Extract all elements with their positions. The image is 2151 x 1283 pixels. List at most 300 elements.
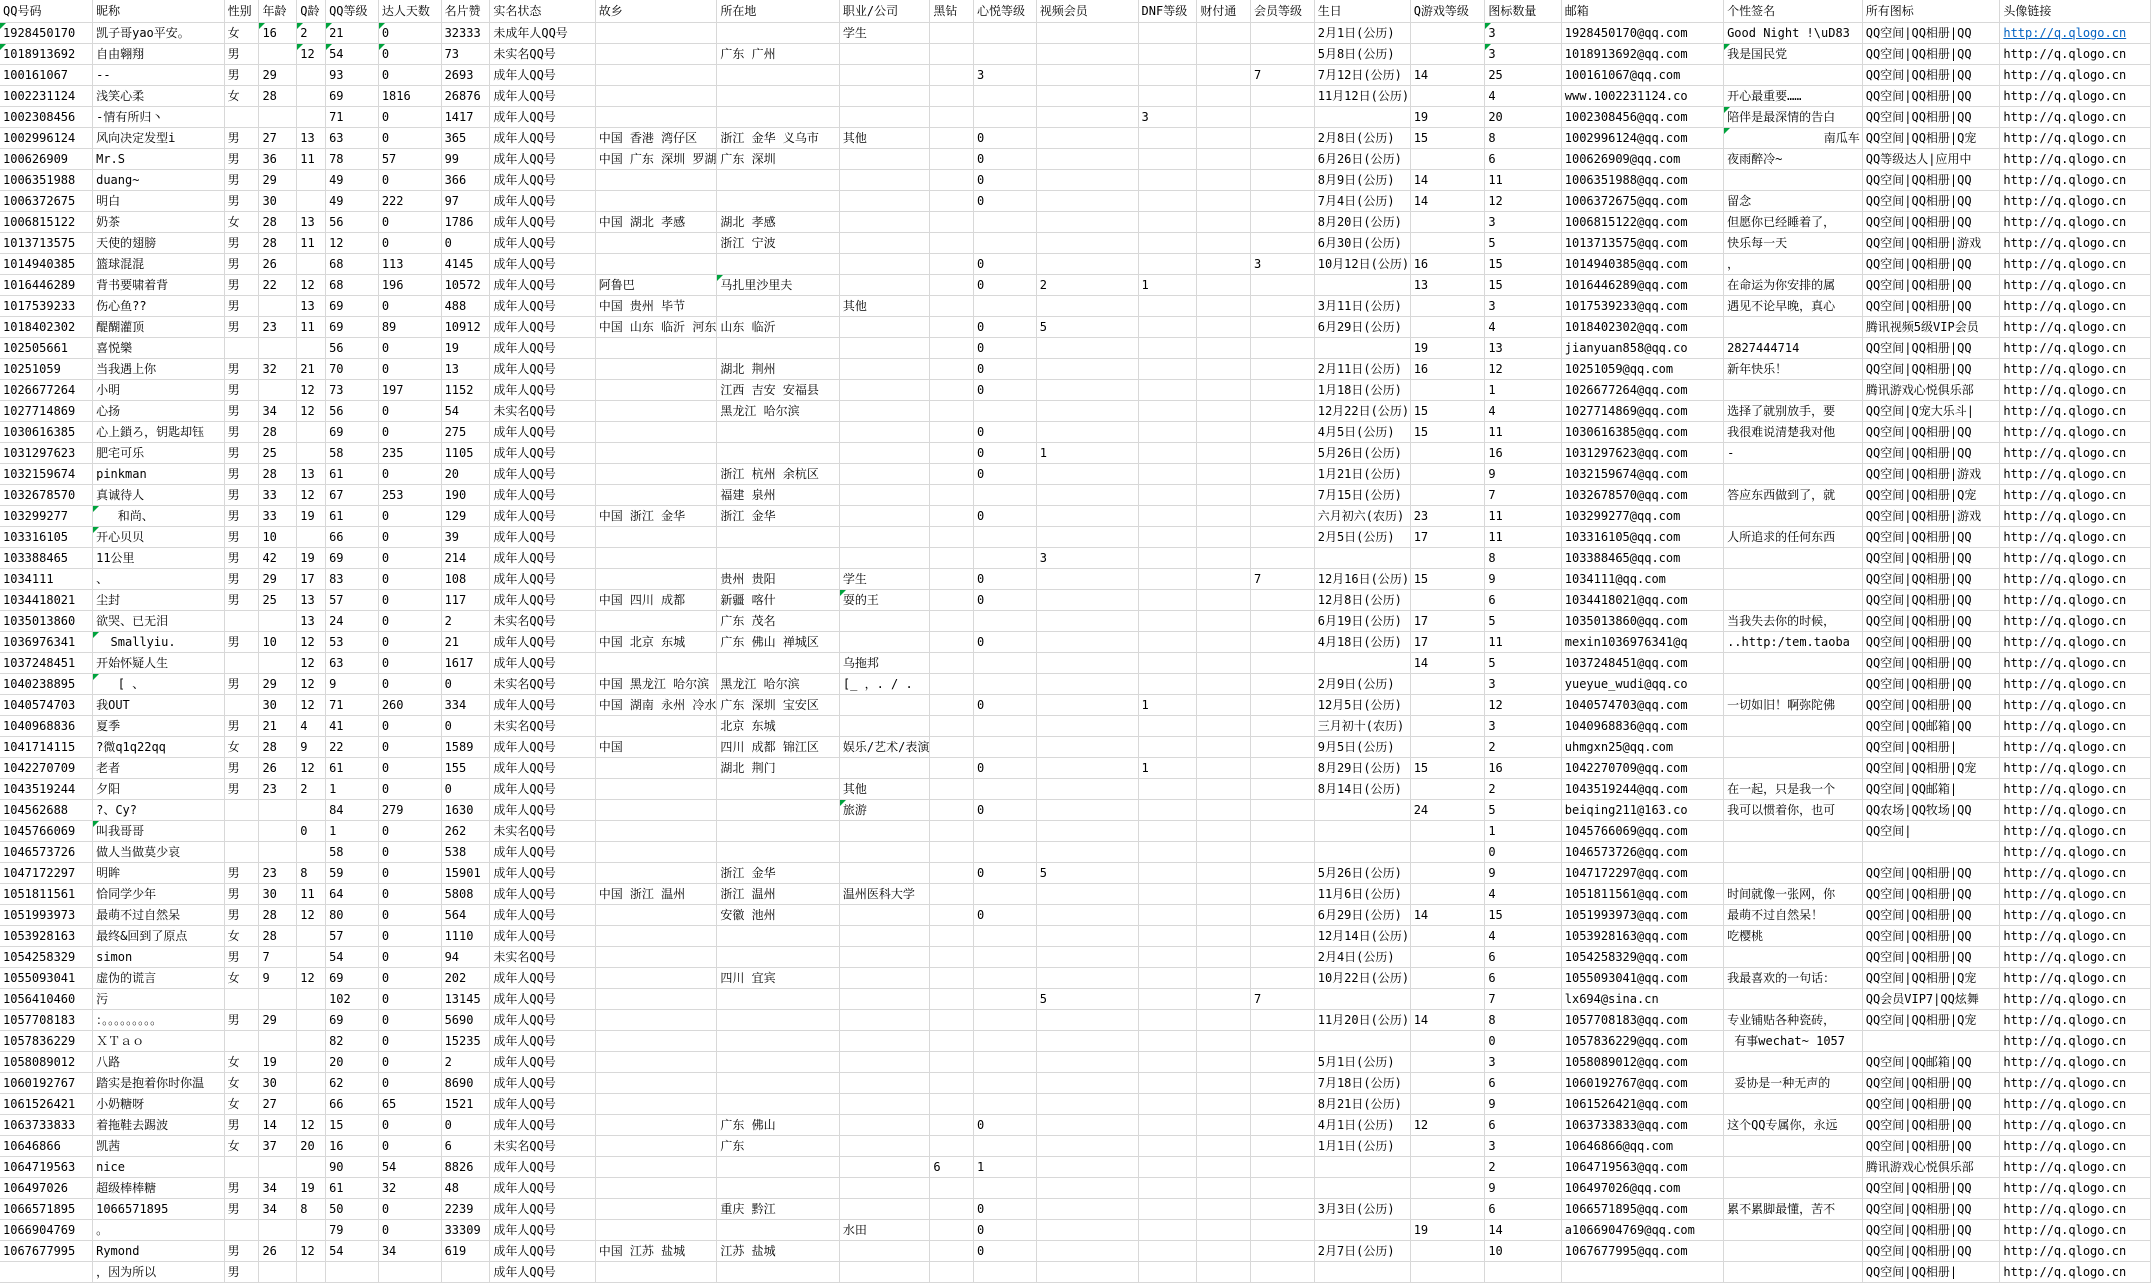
cell-location[interactable]: 新疆 喀什 bbox=[717, 590, 840, 611]
cell-location[interactable]: 安徽 池州 bbox=[717, 905, 840, 926]
cell-heizuan[interactable] bbox=[930, 86, 974, 107]
cell-nick[interactable]: ?、Cy? bbox=[93, 800, 225, 821]
cell-signature[interactable]: 我最喜欢的一句话： bbox=[1724, 968, 1863, 989]
cell-age[interactable]: 34 bbox=[259, 401, 297, 422]
cell-xinyue[interactable]: 0 bbox=[973, 275, 1036, 296]
cell-vip[interactable] bbox=[1251, 1136, 1315, 1157]
cell-caifutong[interactable] bbox=[1197, 884, 1251, 905]
cell-icons_count[interactable]: 9 bbox=[1485, 569, 1561, 590]
cell-qlevel[interactable]: 102 bbox=[326, 989, 379, 1010]
cell-job[interactable] bbox=[839, 842, 929, 863]
cell-likes[interactable]: 0 bbox=[441, 1115, 490, 1136]
cell-birthday[interactable]: 4月1日(公历) bbox=[1314, 1115, 1410, 1136]
cell-dnf[interactable] bbox=[1138, 653, 1197, 674]
cell-job[interactable] bbox=[839, 212, 929, 233]
cell-icons_count[interactable]: 1 bbox=[1485, 821, 1561, 842]
avatar-link[interactable]: http://q.qlogo.cn bbox=[2003, 425, 2127, 439]
cell-signature[interactable]: 但愿你已经睡着了， bbox=[1724, 212, 1863, 233]
cell-avatar[interactable] bbox=[2000, 842, 2151, 863]
cell-icons_count[interactable]: 4 bbox=[1485, 317, 1561, 338]
cell-avatar[interactable] bbox=[2000, 254, 2151, 275]
cell-age[interactable]: 28 bbox=[259, 233, 297, 254]
cell-caifutong[interactable] bbox=[1197, 485, 1251, 506]
cell-icons_count[interactable]: 25 bbox=[1485, 65, 1561, 86]
cell-dnf[interactable] bbox=[1138, 716, 1197, 737]
cell-hometown[interactable] bbox=[595, 401, 717, 422]
cell-age[interactable]: 29 bbox=[259, 65, 297, 86]
cell-qage[interactable] bbox=[297, 1094, 326, 1115]
cell-nick[interactable]: 小明 bbox=[93, 380, 225, 401]
cell-xinyue[interactable]: 0 bbox=[973, 380, 1036, 401]
cell-qlevel[interactable]: 84 bbox=[326, 800, 379, 821]
cell-realname[interactable]: 成年人QQ号 bbox=[490, 1241, 595, 1262]
cell-likes[interactable]: 1417 bbox=[441, 107, 490, 128]
cell-qage[interactable] bbox=[297, 86, 326, 107]
cell-daren[interactable]: 0 bbox=[378, 527, 441, 548]
cell-daren[interactable] bbox=[378, 1262, 441, 1283]
cell-email[interactable]: 1034418021@qq.com bbox=[1561, 590, 1723, 611]
cell-qq[interactable]: 1032159674 bbox=[0, 464, 93, 485]
cell-qage[interactable]: 12 bbox=[297, 758, 326, 779]
cell-location[interactable] bbox=[717, 1157, 840, 1178]
cell-qgame[interactable]: 12 bbox=[1410, 1115, 1485, 1136]
cell-xinyue[interactable] bbox=[973, 716, 1036, 737]
cell-email[interactable]: 1017539233@qq.com bbox=[1561, 296, 1723, 317]
cell-sex[interactable]: 女 bbox=[224, 1073, 259, 1094]
cell-heizuan[interactable] bbox=[930, 611, 974, 632]
cell-hometown[interactable]: 中国 贵州 毕节 bbox=[595, 296, 717, 317]
cell-signature[interactable]: 我可以惯着你，也可 bbox=[1724, 800, 1863, 821]
cell-caifutong[interactable] bbox=[1197, 275, 1251, 296]
cell-icons_count[interactable]: 12 bbox=[1485, 191, 1561, 212]
cell-xinyue[interactable]: 0 bbox=[973, 464, 1036, 485]
cell-qq[interactable]: 1037248451 bbox=[0, 653, 93, 674]
cell-sex[interactable]: 男 bbox=[224, 863, 259, 884]
cell-qlevel[interactable]: 61 bbox=[326, 464, 379, 485]
cell-caifutong[interactable] bbox=[1197, 506, 1251, 527]
cell-signature[interactable]: 新年快乐！ bbox=[1724, 359, 1863, 380]
avatar-link[interactable]: http://q.qlogo.cn bbox=[2003, 509, 2127, 523]
cell-signature[interactable]: 时间就像一张网，你 bbox=[1724, 884, 1863, 905]
cell-realname[interactable]: 成年人QQ号 bbox=[490, 422, 595, 443]
cell-realname[interactable]: 成年人QQ号 bbox=[490, 212, 595, 233]
cell-daren[interactable]: 0 bbox=[378, 926, 441, 947]
cell-daren[interactable]: 0 bbox=[378, 737, 441, 758]
cell-location[interactable] bbox=[717, 527, 840, 548]
cell-email[interactable]: 1047172297@qq.com bbox=[1561, 863, 1723, 884]
avatar-link[interactable]: http://q.qlogo.cn bbox=[2003, 236, 2127, 250]
cell-caifutong[interactable] bbox=[1197, 65, 1251, 86]
cell-signature[interactable]: 最萌不过自然呆！ bbox=[1724, 905, 1863, 926]
cell-qage[interactable] bbox=[297, 1157, 326, 1178]
cell-email[interactable]: 1066571895@qq.com bbox=[1561, 1199, 1723, 1220]
cell-sex[interactable]: 男 bbox=[224, 1010, 259, 1031]
cell-qgame[interactable]: 15 bbox=[1410, 401, 1485, 422]
avatar-link[interactable]: http://q.qlogo.cn bbox=[2003, 68, 2127, 82]
cell-qq[interactable]: 1027714869 bbox=[0, 401, 93, 422]
cell-qage[interactable]: 9 bbox=[297, 737, 326, 758]
cell-signature[interactable]: 当我失去你的时候， bbox=[1724, 611, 1863, 632]
cell-caifutong[interactable] bbox=[1197, 191, 1251, 212]
cell-avatar[interactable] bbox=[2000, 1241, 2151, 1262]
cell-likes[interactable]: 5690 bbox=[441, 1010, 490, 1031]
cell-video[interactable]: 2 bbox=[1036, 275, 1138, 296]
cell-nick[interactable]: 醍醐灌顶 bbox=[93, 317, 225, 338]
cell-location[interactable] bbox=[717, 548, 840, 569]
cell-avatar[interactable] bbox=[2000, 380, 2151, 401]
cell-qq[interactable]: 102505661 bbox=[0, 338, 93, 359]
cell-vip[interactable]: 7 bbox=[1251, 989, 1315, 1010]
cell-signature[interactable] bbox=[1724, 548, 1863, 569]
cell-signature[interactable]: 选择了就别放手，要 bbox=[1724, 401, 1863, 422]
cell-hometown[interactable] bbox=[595, 1115, 717, 1136]
cell-daren[interactable]: 0 bbox=[378, 506, 441, 527]
cell-qgame[interactable]: 15 bbox=[1410, 758, 1485, 779]
cell-realname[interactable]: 未实名QQ号 bbox=[490, 401, 595, 422]
cell-caifutong[interactable] bbox=[1197, 107, 1251, 128]
cell-location[interactable] bbox=[717, 191, 840, 212]
cell-job[interactable] bbox=[839, 947, 929, 968]
cell-video[interactable] bbox=[1036, 65, 1138, 86]
avatar-link[interactable]: http://q.qlogo.cn bbox=[2003, 173, 2127, 187]
cell-xinyue[interactable]: 0 bbox=[973, 1241, 1036, 1262]
cell-daren[interactable]: 0 bbox=[378, 611, 441, 632]
cell-xinyue[interactable] bbox=[973, 527, 1036, 548]
cell-likes[interactable]: 19 bbox=[441, 338, 490, 359]
cell-age[interactable] bbox=[259, 800, 297, 821]
cell-vip[interactable]: 3 bbox=[1251, 254, 1315, 275]
column-header-icons_count[interactable]: 图标数量 bbox=[1485, 0, 1561, 23]
cell-nick[interactable]: 篮球混混 bbox=[93, 254, 225, 275]
cell-qq[interactable]: 1006372675 bbox=[0, 191, 93, 212]
cell-hometown[interactable] bbox=[595, 485, 717, 506]
cell-qage[interactable] bbox=[297, 947, 326, 968]
avatar-link[interactable]: http://q.qlogo.cn bbox=[2003, 1055, 2127, 1069]
cell-qage[interactable]: 17 bbox=[297, 569, 326, 590]
cell-likes[interactable]: 13145 bbox=[441, 989, 490, 1010]
cell-birthday[interactable]: 2月11日(公历) bbox=[1314, 359, 1410, 380]
cell-daren[interactable]: 34 bbox=[378, 1241, 441, 1262]
cell-qgame[interactable]: 14 bbox=[1410, 65, 1485, 86]
cell-icons[interactable]: QQ空间|QQ相册|QQ bbox=[1862, 254, 2000, 275]
cell-video[interactable]: 1 bbox=[1036, 443, 1138, 464]
cell-age[interactable] bbox=[259, 107, 297, 128]
cell-caifutong[interactable] bbox=[1197, 863, 1251, 884]
cell-location[interactable] bbox=[717, 86, 840, 107]
cell-qgame[interactable] bbox=[1410, 1262, 1485, 1283]
cell-nick[interactable]: 。 bbox=[93, 1220, 225, 1241]
cell-dnf[interactable] bbox=[1138, 1052, 1197, 1073]
cell-likes[interactable]: 1105 bbox=[441, 443, 490, 464]
cell-icons_count[interactable]: 2 bbox=[1485, 737, 1561, 758]
cell-qgame[interactable] bbox=[1410, 968, 1485, 989]
cell-qgame[interactable]: 14 bbox=[1410, 905, 1485, 926]
cell-xinyue[interactable] bbox=[973, 212, 1036, 233]
cell-nick[interactable]: 最终&回到了原点 bbox=[93, 926, 225, 947]
cell-video[interactable] bbox=[1036, 1010, 1138, 1031]
cell-dnf[interactable] bbox=[1138, 1262, 1197, 1283]
cell-job[interactable]: 温州医科大学 bbox=[839, 884, 929, 905]
cell-signature[interactable] bbox=[1724, 821, 1863, 842]
cell-qlevel[interactable]: 58 bbox=[326, 443, 379, 464]
cell-likes[interactable]: 214 bbox=[441, 548, 490, 569]
cell-birthday[interactable]: 8月20日(公历) bbox=[1314, 212, 1410, 233]
cell-qq[interactable]: 1057708183 bbox=[0, 1010, 93, 1031]
cell-qgame[interactable] bbox=[1410, 779, 1485, 800]
cell-location[interactable] bbox=[717, 1052, 840, 1073]
cell-vip[interactable] bbox=[1251, 128, 1315, 149]
cell-icons[interactable]: QQ空间|QQ相册|QQ bbox=[1862, 548, 2000, 569]
cell-age[interactable]: 28 bbox=[259, 905, 297, 926]
cell-sex[interactable]: 男 bbox=[224, 716, 259, 737]
cell-birthday[interactable] bbox=[1314, 842, 1410, 863]
cell-job[interactable] bbox=[839, 1094, 929, 1115]
cell-vip[interactable] bbox=[1251, 23, 1315, 44]
avatar-link[interactable]: http://q.qlogo.cn bbox=[2003, 824, 2127, 838]
cell-likes[interactable]: 13 bbox=[441, 359, 490, 380]
cell-realname[interactable]: 成年人QQ号 bbox=[490, 107, 595, 128]
cell-heizuan[interactable] bbox=[930, 107, 974, 128]
cell-realname[interactable]: 成年人QQ号 bbox=[490, 1052, 595, 1073]
cell-qage[interactable] bbox=[297, 842, 326, 863]
cell-dnf[interactable] bbox=[1138, 191, 1197, 212]
cell-realname[interactable]: 成年人QQ号 bbox=[490, 191, 595, 212]
cell-hometown[interactable]: 中国 北京 东城 bbox=[595, 632, 717, 653]
cell-qgame[interactable]: 15 bbox=[1410, 422, 1485, 443]
cell-qq[interactable]: 1058089012 bbox=[0, 1052, 93, 1073]
cell-qgame[interactable] bbox=[1410, 695, 1485, 716]
cell-vip[interactable] bbox=[1251, 548, 1315, 569]
column-header-video[interactable]: 视频会员 bbox=[1036, 0, 1138, 23]
cell-video[interactable] bbox=[1036, 1220, 1138, 1241]
cell-nick[interactable]: Mr.S bbox=[93, 149, 225, 170]
cell-email[interactable]: 1040574703@qq.com bbox=[1561, 695, 1723, 716]
cell-realname[interactable]: 未实名QQ号 bbox=[490, 716, 595, 737]
cell-likes[interactable]: 15235 bbox=[441, 1031, 490, 1052]
cell-video[interactable] bbox=[1036, 926, 1138, 947]
cell-heizuan[interactable] bbox=[930, 590, 974, 611]
cell-signature[interactable]: 2827444714 bbox=[1724, 338, 1863, 359]
cell-video[interactable] bbox=[1036, 107, 1138, 128]
cell-dnf[interactable] bbox=[1138, 464, 1197, 485]
cell-video[interactable] bbox=[1036, 1199, 1138, 1220]
cell-email[interactable]: 1045766069@qq.com bbox=[1561, 821, 1723, 842]
cell-avatar[interactable] bbox=[2000, 1094, 2151, 1115]
cell-video[interactable] bbox=[1036, 212, 1138, 233]
cell-icons[interactable]: QQ空间|QQ相册|QQ bbox=[1862, 23, 2000, 44]
cell-birthday[interactable]: 12月8日(公历) bbox=[1314, 590, 1410, 611]
cell-dnf[interactable] bbox=[1138, 1094, 1197, 1115]
cell-qlevel[interactable]: 57 bbox=[326, 926, 379, 947]
cell-location[interactable] bbox=[717, 23, 840, 44]
cell-heizuan[interactable] bbox=[930, 212, 974, 233]
cell-qlevel[interactable]: 68 bbox=[326, 275, 379, 296]
cell-caifutong[interactable] bbox=[1197, 1031, 1251, 1052]
cell-nick[interactable]: 浅笑心柔 bbox=[93, 86, 225, 107]
cell-daren[interactable]: 0 bbox=[378, 653, 441, 674]
cell-icons_count[interactable] bbox=[1485, 1262, 1561, 1283]
cell-dnf[interactable]: 1 bbox=[1138, 275, 1197, 296]
cell-daren[interactable]: 0 bbox=[378, 65, 441, 86]
cell-qq[interactable]: 1032678570 bbox=[0, 485, 93, 506]
cell-dnf[interactable] bbox=[1138, 926, 1197, 947]
cell-video[interactable] bbox=[1036, 1241, 1138, 1262]
cell-email[interactable]: www.1002231124.co bbox=[1561, 86, 1723, 107]
cell-daren[interactable]: 0 bbox=[378, 1199, 441, 1220]
cell-qlevel[interactable]: 50 bbox=[326, 1199, 379, 1220]
cell-xinyue[interactable] bbox=[973, 548, 1036, 569]
cell-qq[interactable]: 1051993973 bbox=[0, 905, 93, 926]
cell-realname[interactable]: 成年人QQ号 bbox=[490, 863, 595, 884]
cell-likes[interactable]: 108 bbox=[441, 569, 490, 590]
cell-signature[interactable]: 人所追求的任何东西 bbox=[1724, 527, 1863, 548]
cell-qq[interactable]: 1066904769 bbox=[0, 1220, 93, 1241]
cell-qlevel[interactable]: 82 bbox=[326, 1031, 379, 1052]
cell-birthday[interactable]: 5月1日(公历) bbox=[1314, 1052, 1410, 1073]
cell-job[interactable]: 水田 bbox=[839, 1220, 929, 1241]
column-header-avatar[interactable]: 头像链接 bbox=[2000, 0, 2151, 23]
column-header-birthday[interactable]: 生日 bbox=[1314, 0, 1410, 23]
cell-age[interactable]: 29 bbox=[259, 674, 297, 695]
cell-hometown[interactable]: 阿鲁巴 bbox=[595, 275, 717, 296]
cell-qgame[interactable] bbox=[1410, 1094, 1485, 1115]
cell-icons[interactable]: QQ空间|QQ相册|QQ bbox=[1862, 170, 2000, 191]
cell-icons[interactable]: QQ空间|QQ相册|QQ bbox=[1862, 86, 2000, 107]
cell-hometown[interactable] bbox=[595, 1073, 717, 1094]
cell-icons_count[interactable]: 8 bbox=[1485, 1010, 1561, 1031]
cell-likes[interactable]: 1589 bbox=[441, 737, 490, 758]
cell-birthday[interactable]: 6月30日(公历) bbox=[1314, 233, 1410, 254]
cell-birthday[interactable]: 2月8日(公历) bbox=[1314, 128, 1410, 149]
cell-qgame[interactable] bbox=[1410, 947, 1485, 968]
cell-daren[interactable]: 1816 bbox=[378, 86, 441, 107]
cell-qgame[interactable] bbox=[1410, 23, 1485, 44]
cell-daren[interactable]: 0 bbox=[378, 170, 441, 191]
cell-dnf[interactable] bbox=[1138, 422, 1197, 443]
cell-daren[interactable]: 0 bbox=[378, 401, 441, 422]
cell-qage[interactable]: 21 bbox=[297, 359, 326, 380]
cell-video[interactable] bbox=[1036, 716, 1138, 737]
cell-qq[interactable]: 1034418021 bbox=[0, 590, 93, 611]
cell-email[interactable]: 1057836229@qq.com bbox=[1561, 1031, 1723, 1052]
cell-icons_count[interactable]: 2 bbox=[1485, 779, 1561, 800]
cell-realname[interactable]: 成年人QQ号 bbox=[490, 1031, 595, 1052]
cell-job[interactable] bbox=[839, 716, 929, 737]
cell-nick[interactable]: 心上鎖ろ，钥匙却钰 bbox=[93, 422, 225, 443]
cell-sex[interactable]: 男 bbox=[224, 191, 259, 212]
cell-icons_count[interactable]: 3 bbox=[1485, 212, 1561, 233]
cell-daren[interactable]: 0 bbox=[378, 44, 441, 65]
cell-hometown[interactable] bbox=[595, 464, 717, 485]
cell-likes[interactable]: 129 bbox=[441, 506, 490, 527]
cell-xinyue[interactable] bbox=[973, 926, 1036, 947]
cell-qlevel[interactable]: 69 bbox=[326, 317, 379, 338]
cell-dnf[interactable] bbox=[1138, 863, 1197, 884]
cell-heizuan[interactable] bbox=[930, 800, 974, 821]
cell-likes[interactable]: 0 bbox=[441, 674, 490, 695]
cell-nick[interactable]: 明眸 bbox=[93, 863, 225, 884]
cell-icons_count[interactable]: 15 bbox=[1485, 254, 1561, 275]
cell-qlevel[interactable]: 93 bbox=[326, 65, 379, 86]
cell-heizuan[interactable] bbox=[930, 464, 974, 485]
cell-realname[interactable]: 成年人QQ号 bbox=[490, 506, 595, 527]
cell-xinyue[interactable] bbox=[973, 653, 1036, 674]
cell-icons[interactable]: QQ空间|QQ相册|Q宠 bbox=[1862, 758, 2000, 779]
cell-qgame[interactable] bbox=[1410, 317, 1485, 338]
cell-age[interactable]: 25 bbox=[259, 443, 297, 464]
cell-nick[interactable]: ，因为所以 bbox=[93, 1262, 225, 1283]
cell-qq[interactable]: 106497026 bbox=[0, 1178, 93, 1199]
cell-heizuan[interactable] bbox=[930, 44, 974, 65]
cell-icons[interactable]: QQ空间|QQ相册|QQ bbox=[1862, 1178, 2000, 1199]
cell-location[interactable]: 湖北 荆门 bbox=[717, 758, 840, 779]
cell-vip[interactable] bbox=[1251, 317, 1315, 338]
cell-video[interactable]: 5 bbox=[1036, 989, 1138, 1010]
cell-hometown[interactable] bbox=[595, 1199, 717, 1220]
cell-likes[interactable]: 99 bbox=[441, 149, 490, 170]
cell-qq[interactable]: 1018402302 bbox=[0, 317, 93, 338]
cell-email[interactable]: 1042270709@qq.com bbox=[1561, 758, 1723, 779]
cell-location[interactable]: 广东 广州 bbox=[717, 44, 840, 65]
cell-video[interactable] bbox=[1036, 23, 1138, 44]
cell-likes[interactable]: 39 bbox=[441, 527, 490, 548]
cell-hometown[interactable] bbox=[595, 758, 717, 779]
cell-heizuan[interactable] bbox=[930, 506, 974, 527]
cell-dnf[interactable] bbox=[1138, 1010, 1197, 1031]
cell-age[interactable]: 10 bbox=[259, 527, 297, 548]
cell-job[interactable]: 其他 bbox=[839, 779, 929, 800]
cell-birthday[interactable]: 三月初十(农历) bbox=[1314, 716, 1410, 737]
cell-qq[interactable]: 1057836229 bbox=[0, 1031, 93, 1052]
cell-likes[interactable]: 5808 bbox=[441, 884, 490, 905]
cell-icons[interactable] bbox=[1862, 1031, 2000, 1052]
cell-location[interactable] bbox=[717, 821, 840, 842]
cell-dnf[interactable] bbox=[1138, 128, 1197, 149]
column-header-sex[interactable]: 性别 bbox=[224, 0, 259, 23]
cell-signature[interactable] bbox=[1724, 674, 1863, 695]
cell-icons[interactable]: QQ空间|Q宠大乐斗| bbox=[1862, 401, 2000, 422]
cell-vip[interactable] bbox=[1251, 527, 1315, 548]
cell-icons_count[interactable]: 5 bbox=[1485, 233, 1561, 254]
cell-avatar[interactable] bbox=[2000, 128, 2151, 149]
cell-daren[interactable]: 0 bbox=[378, 842, 441, 863]
cell-likes[interactable]: 10912 bbox=[441, 317, 490, 338]
cell-age[interactable]: 34 bbox=[259, 1178, 297, 1199]
cell-realname[interactable]: 成年人QQ号 bbox=[490, 989, 595, 1010]
cell-xinyue[interactable]: 0 bbox=[973, 569, 1036, 590]
avatar-link[interactable]: http://q.qlogo.cn bbox=[2003, 1202, 2127, 1216]
cell-daren[interactable]: 0 bbox=[378, 23, 441, 44]
cell-location[interactable]: 山东 临沂 bbox=[717, 317, 840, 338]
cell-nick[interactable]: 着拖鞋去踢波 bbox=[93, 1115, 225, 1136]
cell-heizuan[interactable] bbox=[930, 191, 974, 212]
cell-birthday[interactable]: 11月20日(公历) bbox=[1314, 1010, 1410, 1031]
cell-avatar[interactable] bbox=[2000, 569, 2151, 590]
cell-xinyue[interactable] bbox=[973, 821, 1036, 842]
cell-qgame[interactable]: 23 bbox=[1410, 506, 1485, 527]
cell-likes[interactable]: 619 bbox=[441, 1241, 490, 1262]
cell-video[interactable] bbox=[1036, 128, 1138, 149]
cell-heizuan[interactable] bbox=[930, 1052, 974, 1073]
cell-icons_count[interactable]: 16 bbox=[1485, 758, 1561, 779]
cell-realname[interactable]: 成年人QQ号 bbox=[490, 737, 595, 758]
cell-icons[interactable]: QQ空间|QQ相册|QQ bbox=[1862, 1220, 2000, 1241]
cell-video[interactable] bbox=[1036, 905, 1138, 926]
cell-job[interactable] bbox=[839, 1010, 929, 1031]
cell-avatar[interactable] bbox=[2000, 275, 2151, 296]
cell-dnf[interactable] bbox=[1138, 338, 1197, 359]
cell-vip[interactable] bbox=[1251, 233, 1315, 254]
